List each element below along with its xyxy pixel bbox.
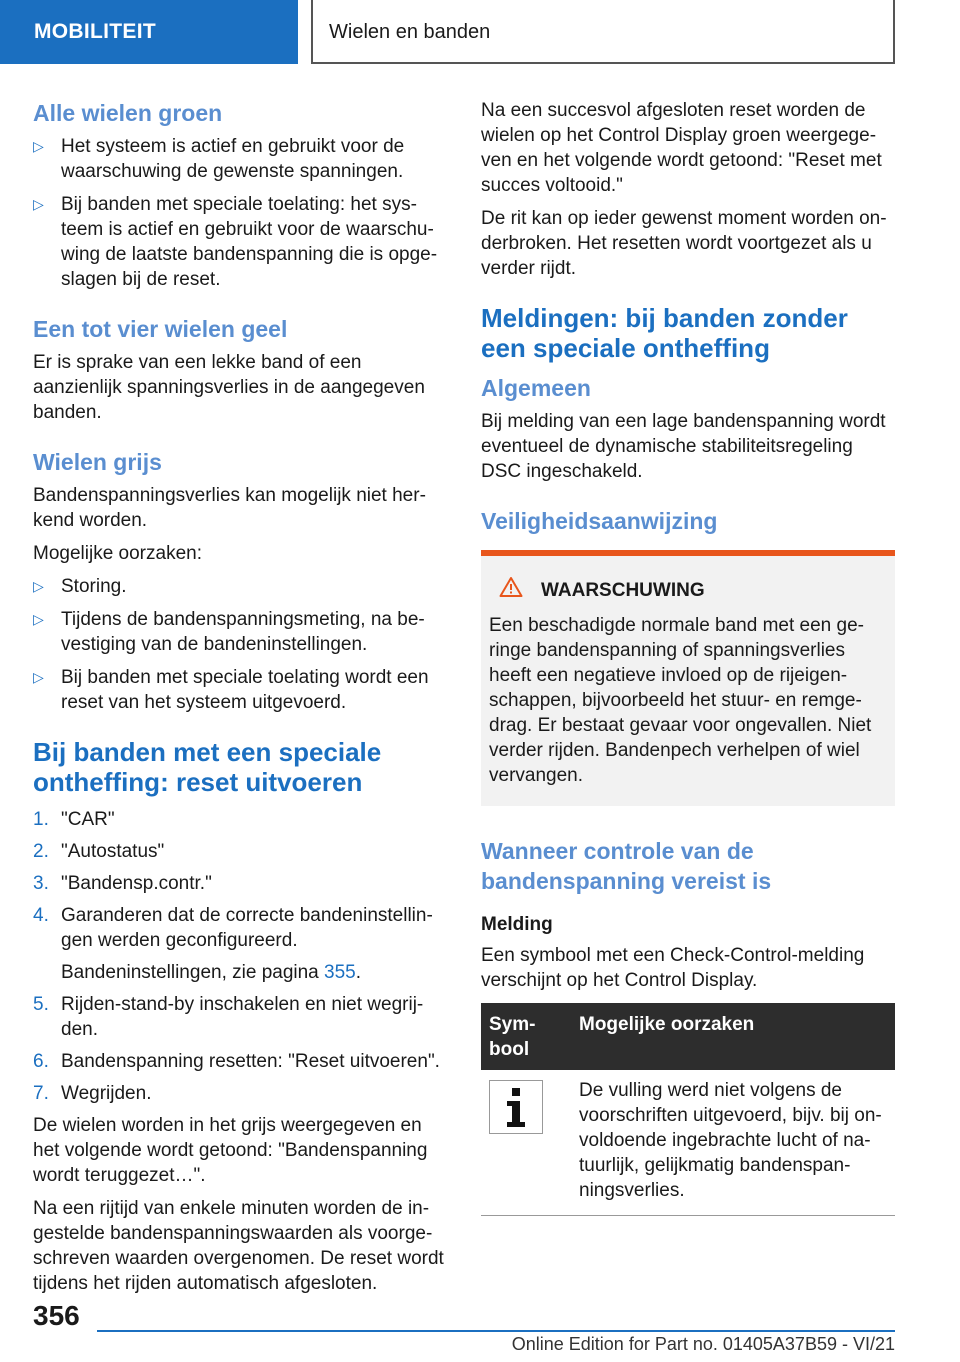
- page-number: 356: [33, 1300, 80, 1331]
- heading-reset-uitvoeren: Bij banden met een speciale ontheffing: reset uitvoeren: [33, 737, 382, 797]
- chapter-title: Wielen en banden: [311, 0, 895, 64]
- table-header-row: [481, 1003, 895, 1070]
- paragraph: De wielen worden in het grijs weergegeven en het volgende wordt getoond: "Bandenspanning wordt teruggezet…".: [33, 1115, 428, 1186]
- warning-title: WAARSCHUWING: [489, 576, 887, 605]
- paragraph: De rit kan op ieder gewenst moment worden onderbroken. Het resetten wordt voortgezet als u verder rijdt.: [481, 208, 887, 279]
- triangle-bullet-icon: ▷: [33, 611, 44, 627]
- paragraph: Na een succesvol afgesloten reset worden de wielen op het Control Display groen weergegeven en het volgende wordt getoond: "Reset met succes voltooid.": [481, 100, 882, 196]
- list-item: ▷ Bij banden met speciale toelating: het systeem is actief en gebruikt voor de waarschuwing de laatste bandenspanning die is opgeslagen bij de reset.: [33, 194, 438, 290]
- footer-edition: Online Edition for Part no. 01405A37B59 - VI/21: [511, 1334, 895, 1354]
- list-item: ▷ Tijdens de bandenspanningsmeting, na bevestiging van de bandeninstellingen.: [33, 609, 425, 655]
- column-header: Symbool: [481, 1003, 571, 1070]
- paragraph: Bij melding van een lage bandenspanning wordt eventueel de dynamische stabiliteitsregeling DSC ingeschakeld.: [481, 411, 886, 482]
- page-link[interactable]: 355: [324, 962, 356, 983]
- page-header: [0, 0, 960, 66]
- heading-wielen-grijs: Wielen grijs: [33, 449, 162, 475]
- table-cell: De vulling werd niet volgens de voorschriften uitgevoerd, bijv. bij onvoldoende ingebrachte lucht of natuurlijk, gelijkmatig bandenspanningsverlies.: [571, 1070, 895, 1216]
- heading-melding: Melding: [481, 914, 553, 935]
- step-note: Bandeninstellingen, zie pagina 355.: [61, 962, 362, 983]
- section-tab: MOBILITEIT: [0, 0, 298, 64]
- step-item: 5. Rijden-stand-by inschakelen en niet wegrijden.: [33, 994, 424, 1040]
- step-item: 2. "Autostatus": [33, 841, 165, 862]
- warning-triangle-icon: [499, 576, 523, 605]
- triangle-bullet-icon: ▷: [33, 138, 44, 154]
- step-item: 1. "CAR": [33, 809, 115, 830]
- left-column: [33, 98, 451, 1304]
- triangle-bullet-icon: ▷: [33, 196, 44, 212]
- list-item: ▷ Storing.: [33, 576, 127, 597]
- heading-wanneer-controle: Wanneer controle van de bandenspanning vereist is: [481, 838, 772, 894]
- list-item: ▷ Bij banden met speciale toelating wordt een reset van het systeem uitgevoerd.: [33, 667, 429, 713]
- heading-meldingen: Meldingen: bij banden zonder een speciale ontheffing: [481, 303, 848, 363]
- symbol-table: [481, 1003, 895, 1216]
- step-item: 4. Garanderen dat de correcte bandeninstellingen werden geconfigureerd.: [33, 905, 433, 951]
- step-item: 6. Bandenspanning resetten: "Reset uitvoeren".: [33, 1051, 440, 1072]
- step-item: 3. "Bandensp.contr.": [33, 873, 212, 894]
- table-cell: [481, 1070, 571, 1216]
- column-header: Mogelijke oorzaken: [571, 1003, 895, 1070]
- warning-text: Een beschadigde normale band met een geringe bandenspanning of spanningsverlies heeft een negatieve invloed op de rijeigenschappen, bijvoorbeeld het stuur- en remgedrag. Er bestaat gevaar voor ongevallen. Niet verder rijden. Bandenpech verhelpen of wiel vervangen.: [489, 615, 872, 786]
- paragraph: Na een rijtijd van enkele minuten worden de ingestelde bandenspanningswaarden als voorgeschreven waarden overgenomen. De reset wordt tijdens het rijden automatisch afgesloten.: [33, 1198, 444, 1294]
- paragraph: Bandenspanningsverlies kan mogelijk niet herkend worden.: [33, 485, 426, 531]
- paragraph: Er is sprake van een lekke band of een aanzienlijk spanningsverlies in de aangegeven banden.: [33, 352, 425, 423]
- step-item: 7. Wegrijden.: [33, 1083, 152, 1104]
- heading-een-tot-vier-wielen-geel: Een tot vier wielen geel: [33, 316, 288, 342]
- paragraph: Een symbool met een Check-Control-melding verschijnt op het Control Display.: [481, 945, 865, 991]
- right-column: [481, 98, 895, 1216]
- heading-alle-wielen-groen: Alle wielen groen: [33, 100, 223, 126]
- heading-veiligheidsaanwijzing: Veiligheidsaanwijzing: [481, 508, 718, 534]
- heading-algemeen: Algemeen: [481, 375, 591, 401]
- triangle-bullet-icon: ▷: [33, 578, 44, 594]
- table-row: [481, 1070, 895, 1216]
- paragraph: Mogelijke oorzaken:: [33, 543, 202, 564]
- info-icon: [489, 1080, 543, 1134]
- triangle-bullet-icon: ▷: [33, 669, 44, 685]
- warning-box: [481, 550, 895, 806]
- list-item: ▷ Het systeem is actief en gebruikt voor de waarschuwing de gewenste spanningen.: [33, 136, 405, 182]
